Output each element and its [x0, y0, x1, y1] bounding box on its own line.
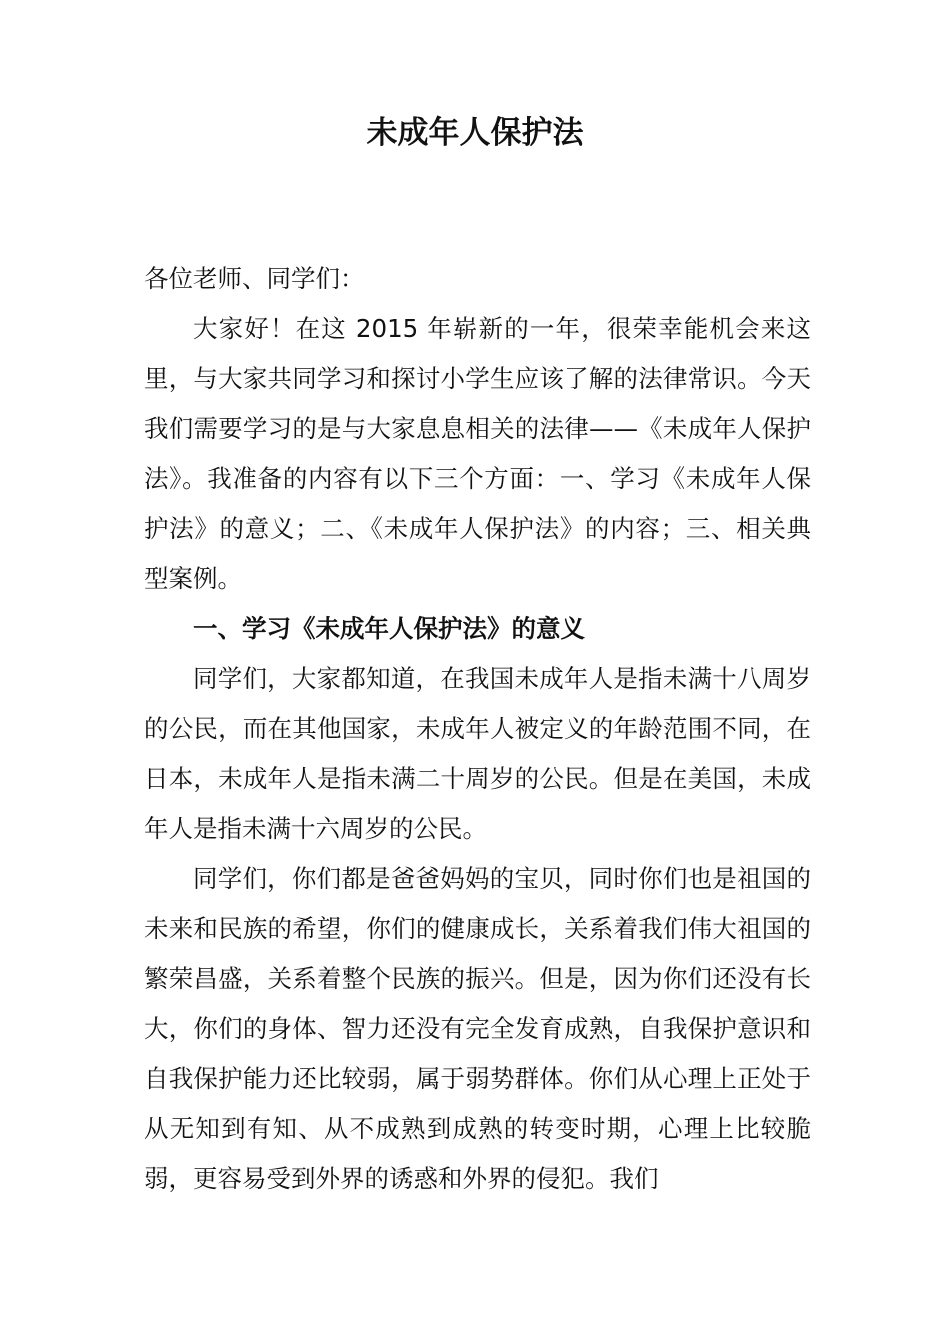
- section-heading: 一、学习《未成年人保护法》的意义: [193, 614, 585, 643]
- document-title: 未成年人保护法: [366, 115, 584, 151]
- document-body: [144, 254, 811, 1204]
- salutation: 各位老师、同学们：: [144, 264, 365, 293]
- intro-paragraph: 大家好！在这 2015 年崭新的一年，很荣幸能机会来这里，与大家共同学习和探讨小学生应该了解的法律常识。今天我们需要学习的是与大家息息相关的法律——《未成年人保护法》。我准备的内容有以下三个方面：一、学习《未成年人保护法》的意义；二、《未成年人保护法》的内容；三、相关典型案例。: [144, 314, 811, 593]
- body-paragraph: 同学们，大家都知道，在我国未成年人是指未满十八周岁的公民，而在其他国家，未成年人被定义的年龄范围不同，在日本，未成年人是指未满二十周岁的公民。但是在美国，未成年人是指未满十六周岁的公民。: [144, 664, 811, 843]
- body-paragraph: 同学们，你们都是爸爸妈妈的宝贝，同时你们也是祖国的未来和民族的希望，你们的健康成长，关系着我们伟大祖国的繁荣昌盛，关系着整个民族的振兴。但是，因为你们还没有长大，你们的身体、智力还没有完全发育成熟，自我保护意识和自我保护能力还比较弱，属于弱势群体。你们从心理上正处于从无知到有知、从不成熟到成熟的转变时期，心理上比较脆弱，更容易受到外界的诱惑和外界的侵犯。我们: [144, 864, 811, 1193]
